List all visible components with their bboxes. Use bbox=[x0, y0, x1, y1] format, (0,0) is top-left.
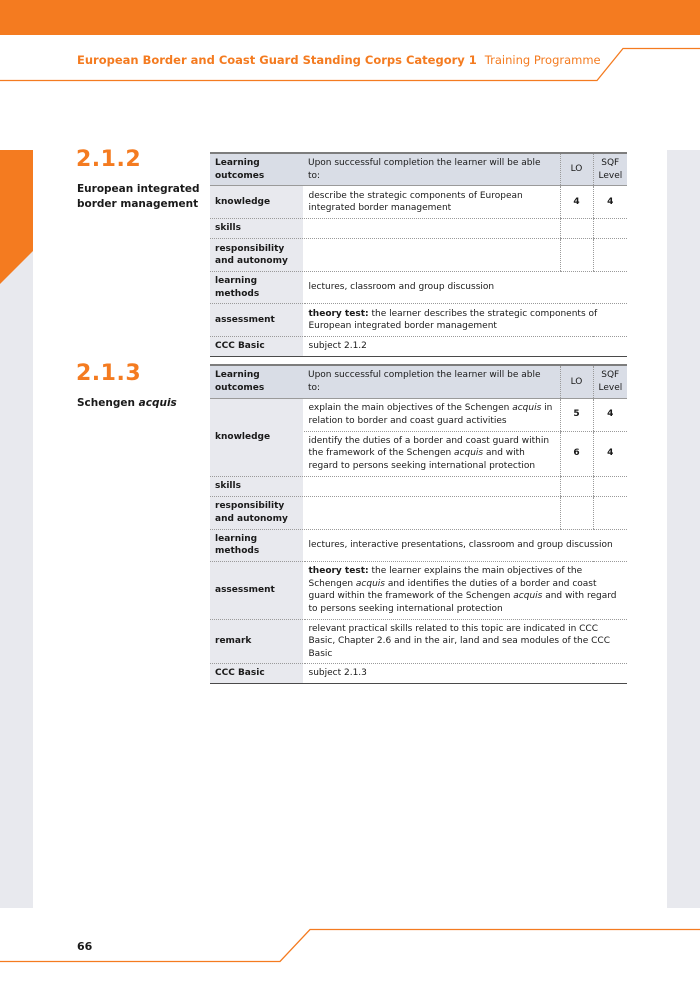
right-margin-band bbox=[667, 150, 700, 908]
sqf-value: 4 bbox=[593, 398, 627, 431]
learning-methods-text: lectures, interactive presentations, classroom and group discussion bbox=[303, 529, 627, 561]
table-row bbox=[210, 529, 627, 561]
table-header-row bbox=[210, 153, 627, 186]
table-row bbox=[210, 664, 627, 684]
knowledge-text: describe the strategic components of European integrated border management bbox=[303, 186, 560, 219]
learning-outcomes-label: Learning outcomes bbox=[210, 365, 303, 398]
table-row bbox=[210, 239, 627, 272]
knowledge-label: knowledge bbox=[210, 186, 303, 219]
table-header-row bbox=[210, 365, 627, 398]
table-row bbox=[210, 398, 627, 431]
table-row bbox=[210, 496, 627, 529]
ccc-basic-text: subject 2.1.3 bbox=[303, 664, 627, 684]
assessment-label: assessment bbox=[210, 561, 303, 619]
section-title: Schengen acquis bbox=[77, 397, 177, 409]
remark-label: remark bbox=[210, 619, 303, 664]
header-subtitle: Training Programme bbox=[484, 53, 601, 67]
outcomes-intro: Upon successful completion the learner will be able to: bbox=[303, 153, 560, 186]
sqf-header: SQF Level bbox=[593, 153, 627, 186]
lo-value: 4 bbox=[560, 186, 593, 219]
table-row bbox=[210, 219, 627, 239]
table-row bbox=[210, 337, 627, 357]
lo-value: 6 bbox=[560, 431, 593, 476]
sqf-header: SQF Level bbox=[593, 365, 627, 398]
learning-methods-label: learning methods bbox=[210, 272, 303, 304]
learning-methods-text: lectures, classroom and group discussion bbox=[303, 272, 627, 304]
left-orange-tab bbox=[0, 150, 33, 284]
ccc-basic-label: CCC Basic bbox=[210, 337, 303, 357]
assessment-text: theory test: the learner explains the main objectives of the Schengen acquis and identifies the duties of a border and coast guard within the framework of the Schengen acquis and with regard to persons seeking international protection bbox=[303, 561, 627, 619]
responsibility-label: responsibility and autonomy bbox=[210, 496, 303, 529]
knowledge-label: knowledge bbox=[210, 398, 303, 476]
footer-rule bbox=[0, 925, 700, 970]
learning-outcomes-label: Learning outcomes bbox=[210, 153, 303, 186]
lo-value: 5 bbox=[560, 398, 593, 431]
remark-text: relevant practical skills related to this topic are indicated in CCC Basic, Chapter 2.6 and in the air, land and sea modules of the CCC Basic bbox=[303, 619, 627, 664]
knowledge-text: identify the duties of a border and coast guard within the framework of the Schengen acquis and with regard to persons seeking international protection bbox=[303, 431, 560, 476]
assessment-text: theory test: the learner describes the strategic components of European integrated border management bbox=[303, 304, 627, 337]
lo-header: LO bbox=[560, 365, 593, 398]
sqf-value: 4 bbox=[593, 186, 627, 219]
knowledge-text: explain the main objectives of the Schengen acquis in relation to border and coast guard activities bbox=[303, 398, 560, 431]
table-row bbox=[210, 186, 627, 219]
running-header bbox=[77, 53, 601, 67]
lo-header: LO bbox=[560, 153, 593, 186]
section-number: 2.1.3 bbox=[76, 361, 142, 386]
table-row bbox=[210, 304, 627, 337]
ccc-basic-text: subject 2.1.2 bbox=[303, 337, 627, 357]
learning-outcomes-table bbox=[210, 152, 627, 357]
outcomes-intro: Upon successful completion the learner will be able to: bbox=[303, 365, 560, 398]
table-row bbox=[210, 561, 627, 619]
learning-methods-label: learning methods bbox=[210, 529, 303, 561]
table-row bbox=[210, 272, 627, 304]
table-row bbox=[210, 476, 627, 496]
ccc-basic-label: CCC Basic bbox=[210, 664, 303, 684]
skills-label: skills bbox=[210, 476, 303, 496]
responsibility-label: responsibility and autonomy bbox=[210, 239, 303, 272]
assessment-label: assessment bbox=[210, 304, 303, 337]
learning-outcomes-table bbox=[210, 364, 627, 684]
table-row bbox=[210, 619, 627, 664]
page-number: 66 bbox=[77, 940, 93, 953]
section-title: European integrated border management bbox=[77, 183, 200, 210]
sqf-value: 4 bbox=[593, 431, 627, 476]
top-band bbox=[0, 0, 700, 35]
skills-label: skills bbox=[210, 219, 303, 239]
section-number: 2.1.2 bbox=[76, 147, 142, 172]
header-title: European Border and Coast Guard Standing Corps Category 1 bbox=[77, 53, 477, 67]
